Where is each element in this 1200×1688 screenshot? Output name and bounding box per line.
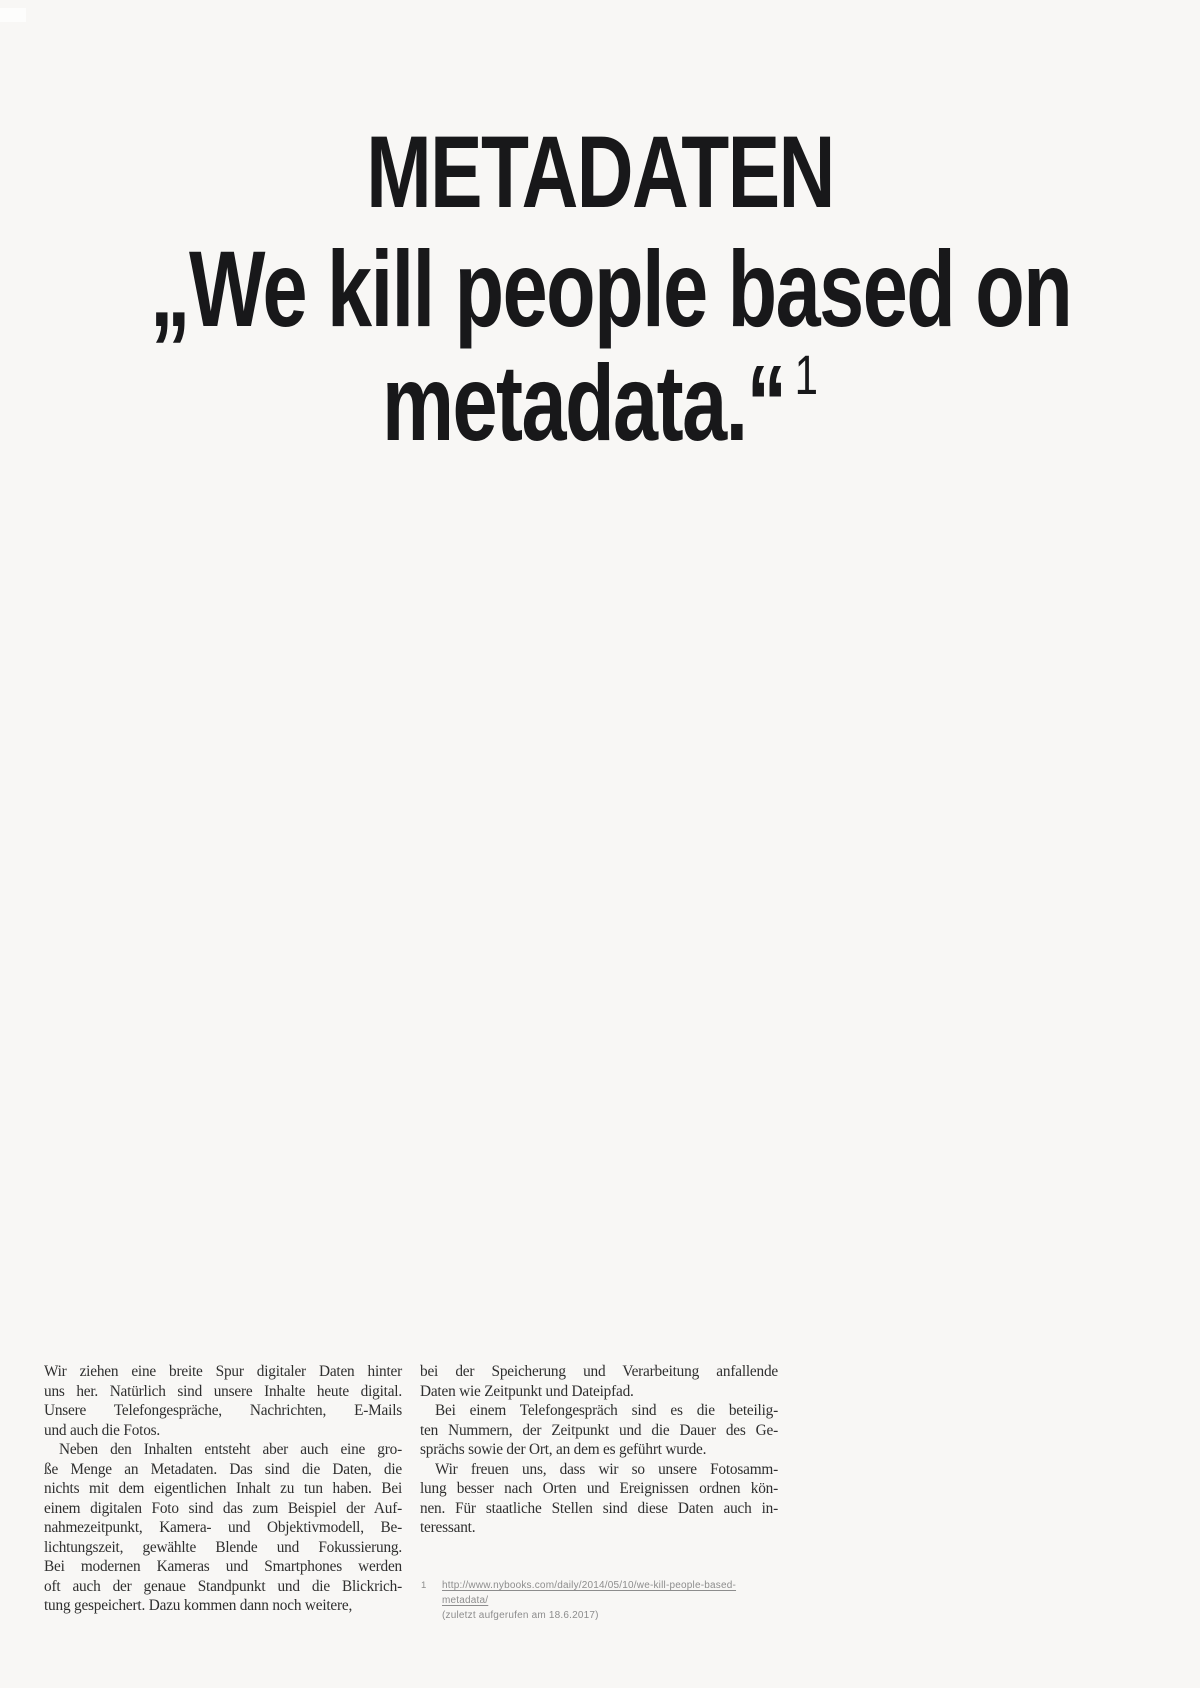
footnote-access-date: (zuletzt aufgerufen am 18.6.2017) <box>442 1610 599 1621</box>
footnote-ref-superscript: 1 <box>794 343 819 407</box>
text-line: nahmezeitpunkt, Kamera- und Objektivmodell, Be- <box>44 1519 402 1536</box>
text-line: und auch die Fotos. <box>44 1421 161 1439</box>
text-line: bei der Speicherung und Verarbeitung anfallende <box>420 1363 778 1380</box>
text-line: nen. Für staatliche Stellen sind diese Daten auch in- <box>420 1499 778 1517</box>
text-line: Neben den Inhalten entsteht aber auch eine gro- <box>59 1441 402 1458</box>
text-line: ße Menge an Metadaten. Das sind die Daten, die <box>44 1460 402 1478</box>
page-title: METADATEN <box>366 115 834 230</box>
text-line: tung gespeichert. Dazu kommen dann noch weitere, <box>44 1597 353 1614</box>
text-line: oft auch der genaue Standpunkt und die Blickrich- <box>44 1577 402 1595</box>
text-line: lichtungszeit, gewählte Blende und Fokussierung. <box>44 1538 402 1556</box>
quote-line-2-wrap <box>150 342 1050 464</box>
text-line: Wir ziehen eine breite Spur digitaler Daten hinter <box>44 1363 402 1380</box>
text-line: sprächs sowie der Ort, an dem es geführt wurde. <box>420 1441 707 1458</box>
footnote-url-line[interactable]: http://www.nybooks.com/daily/2014/05/10/we-kill-people-based- <box>442 1580 737 1591</box>
footnote-marker: 1 <box>421 1580 427 1591</box>
text-line: Wir freuen uns, dass wir so unsere Fotosamm- <box>435 1460 778 1478</box>
text-line: nichts mit dem eigentlichen Inhalt zu tun haben. Bei <box>44 1480 402 1497</box>
footnote <box>420 1578 750 1623</box>
text-line: Daten wie Zeitpunkt und Dateipfad. <box>420 1382 634 1400</box>
body-column-1 <box>44 1362 402 1616</box>
footnote-url-line[interactable]: metadata/ <box>442 1595 489 1606</box>
footnote-body <box>442 1578 750 1623</box>
quote-line-2: metadata.“ <box>381 342 786 464</box>
quote-line-1: „We kill people based on <box>150 228 1072 349</box>
text-line: Bei modernen Kameras und Smartphones werden <box>44 1558 402 1575</box>
scan-artifact <box>0 8 26 22</box>
footnote-link[interactable] <box>442 1578 750 1608</box>
text-line: Bei einem Telefongespräch sind es die beteilig- <box>435 1402 778 1419</box>
text-line: teressant. <box>420 1519 476 1536</box>
text-line: einem digitalen Foto sind das zum Beispiel der Auf- <box>44 1499 402 1517</box>
text-line: ten Nummern, der Zeitpunkt und die Dauer des Ge- <box>420 1421 778 1439</box>
body-column-2 <box>420 1362 778 1538</box>
text-line: lung besser nach Orten und Ereignissen ordnen kön- <box>420 1480 778 1497</box>
pull-quote <box>150 228 1072 464</box>
text-line: uns her. Natürlich sind unsere Inhalte heute digital. <box>44 1382 402 1400</box>
text-line: Unsere Telefongespräche, Nachrichten, E-Mails <box>44 1402 402 1419</box>
